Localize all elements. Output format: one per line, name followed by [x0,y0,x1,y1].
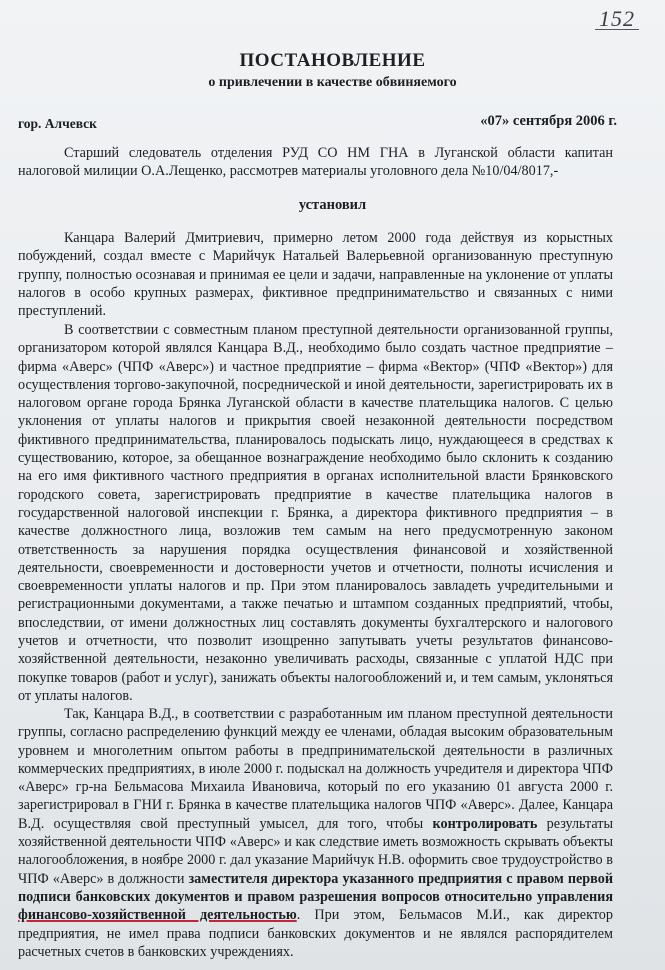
page-number: 152 [599,6,635,31]
intro-paragraph: Старший следователь отделения РУД СО НМ ГНА в Луганской области капитан налоговой милиции О.А.Лещенко, рассмотрев материалы уголовного дела №10/04/8017,- [18,145,613,180]
document-date: «07» сентября 2006 г. [480,113,617,129]
paragraph-3-bold-2: заместителя директора указанного предприятия с правом первой подписи банковских документов и правом разрешения вопросов относительно управления [18,870,614,905]
paragraph-1: Канцара Валерий Дмитриевич, примерно летом 2000 года действуя из корыстных побуждений, создал вместе с Марийчук Натальей Валерьевной организованную преступную группу, полностью осознавая и принимая ее цели и задачи, направленные на уклонение от уплаты налогов в особо крупных размерах, фиктивное предпринимательство и связанных с ними преступлений. [18,230,613,320]
established-heading: установил [298,197,367,213]
paragraph-3 [18,705,613,961]
paragraph-3-bold-1: контролировать [432,815,538,832]
document-title: ПОСТАНОВЛЕНИЕ [239,50,426,71]
paragraph-2: В соответствии с совместным планом преступной деятельности организованной группы, организатором которой являлся Канцара В.Д., необходимо было создать частное предприятие – фирма «Аверс» (ЧПФ «Аверс») и частное предприятие – фирма «Вектор» (ЧПФ «Вектор») для осуществления торгово-закупочной, посреднической и иной деятельности, зарегистрировать их в налоговом органе города Брянка Луганской области в качестве плательщика налогов. С целью уклонения от уплаты налогов и прикрытия своей незаконной деятельности посредством фиктивного предпринимательства, планировалось подыскать лицо, нуждающееся в средствах к существованию, которое, за обещанное вознаграждение необходимо было склонить к созданию на его имя фиктивного частного предприятия в органах исполнительной власти Брянковского городского совета, зарегистрировать предприятие в качестве плательщика налогов в государственной налоговой инспекции г. Брянка, а директора фиктивного предприятия – в качестве должностного лица, возложив тем самым на него предусмотренную законом ответственность за нарушения порядка осуществления финансовой и хозяйственной деятельности, своевременности и достоверности учетов и отчетности, полноты исчисления и своевременности уплаты налогов и пр. При этом планировалось завладеть учредительными и регистрационными документами, а также печатью и штампом созданных предприятий, чтобы, впоследствии, от имени должностных лиц составлять документы бухгалтерского и налогового учетов и отчетности, что позволит изощренно запутывать учеты результатов финансово-хозяйственной деятельности, незаконно увеличивать расходы, связанные с уплатой НДС при покупке товаров (работ и услуг), занижать объекты налогообложений и, и тем самым, уклоняться от уплаты налогов. [18,322,613,704]
paragraph-3-text-3: . При этом, Бельмасов М.И., как директор предприятия, не имел права подписи банковских документов и не являлся распорядителем расчетных счетов в банковских учреждениях. [18,907,613,960]
paragraph-3-text-2: результаты хозяйственной деятельности ЧПФ «Аверс» и как следствие иметь возможность скрывать объекты налогообложения, в ноябре 2000 г. дал указание Марийчук Н.В. оформить свое трудоустройство в ЧПФ «Аверс» в должности [18,815,614,887]
city-line: гор. Алчевск [18,116,97,131]
paragraph-3-bold-underlined: финансово-хозяйственной деятельностью [18,907,297,924]
document-subtitle: о привлечении в качестве обвиняемого [208,75,457,90]
paragraph-3-text-1: Так, Канцара В.Д., в соответствии с разработанным им планом преступной деятельности группы, согласно распределению функций между ее членами, обладая высоким образовательным уровнем и многолетним опытом работы в предпринимательской деятельности в различных коммерческих предприятиях, в июле 2000 г. подыскал на должность учредителя и директора ЧПФ «Аверс» гр-на Бельмасова Михаила Ивановича, который по его указанию 01 августа 2000 г. зарегистрировал в ГНИ г. Брянка в качестве плательщика налогов ЧПФ «Аверс». Далее, Канцара В.Д. осуществляя свой преступный умысел, для того, чтобы [18,706,613,832]
